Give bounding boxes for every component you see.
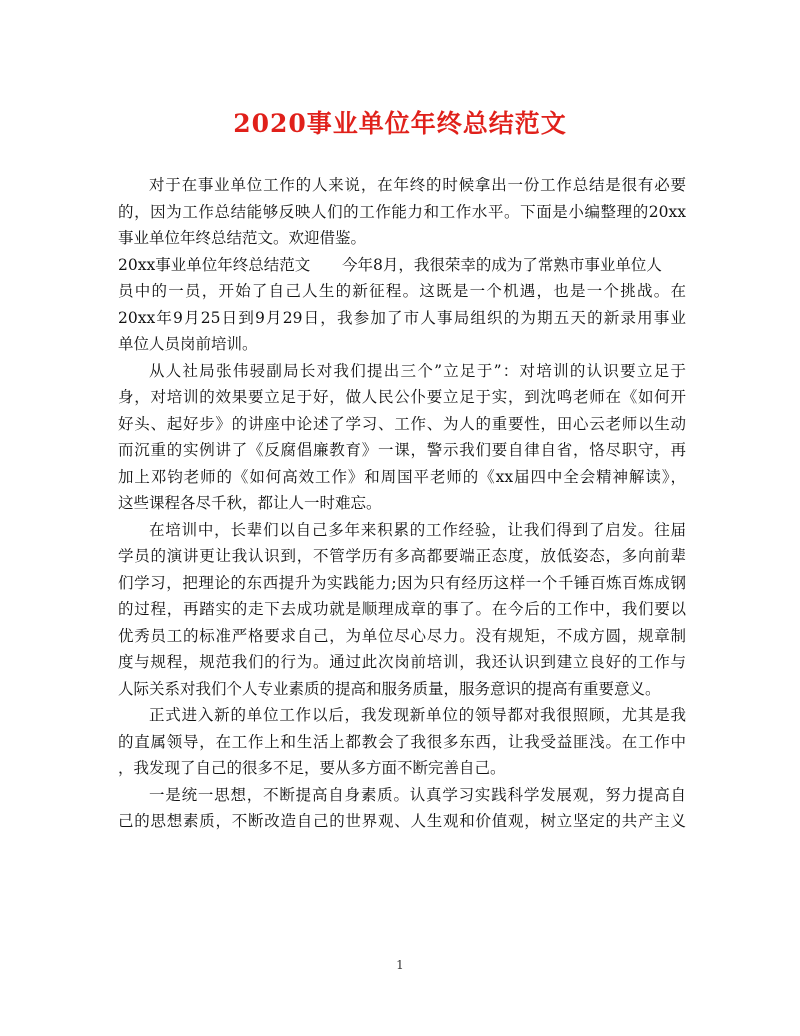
text-line: 好头、起好步》的讲座中论述了学习、工作、为人的重要性，田心云老师以生动 (118, 414, 686, 433)
text-line: 们学习，把理论的东西提升为实践能力;因为只有经历这样一个千锤百炼百炼成钢 (118, 573, 686, 592)
text-line: 20xx年9月25日到9月29日，我参加了市人事局组织的为期五天的新录用事业 (118, 308, 686, 327)
text-line: 这些课程各尽千秋，都让人一时难忘。 (118, 494, 382, 512)
text-line: 的，因为工作总结能够反映人们的工作能力和工作水平。下面是小编整理的20xx (118, 202, 686, 221)
document-body (118, 172, 686, 835)
text-line: 学员的演讲更让我认识到，不管学历有多高都要端正态度，放低姿态，多向前辈 (118, 547, 686, 565)
paragraph-4 (118, 702, 686, 782)
text-line: 而沉重的实例讲了《反腐倡廉教育》一课，警示我们要自律自省，恪尽职守，再 (118, 441, 686, 459)
text-line: 的过程，再踏实的走下去成功就是顺理成章的事了。在今后的工作中，我们要以 (118, 600, 686, 618)
text-line: 己的思想素质，不断改造自己的世界观、人生观和价值观，树立坚定的共产主义 (118, 812, 686, 830)
section-heading-label: 20xx事业单位年终总结范文 (118, 255, 311, 274)
text-line: 身，对培训的效果要立足于好，做人民公仆要立足于实，到沈鸣老师在《如何开 (118, 388, 686, 406)
text-line: 度与规程，规范我们的行为。通过此次岗前培训，我还认识到建立良好的工作与 (118, 653, 686, 671)
paragraph-section-heading (118, 252, 686, 358)
paragraph-3 (118, 517, 686, 703)
text-line: 的直属领导，在工作上和生活上都教会了我很多东西，让我受益匪浅。在工作中 (118, 732, 686, 751)
text-line: ，我发现了自己的很多不足，要从多方面不断完善自己。 (118, 759, 506, 777)
document-title: 2020事业单位年终总结范文 (233, 109, 567, 138)
text-line: 加上邓钧老师的《如何高效工作》和周国平老师的《xx届四中全会精神解读》， (118, 467, 686, 486)
text-line: 一是统一思想，不断提高自身素质。认真学习实践科学发展观，努力提高自 (149, 785, 686, 804)
text-line: 员中的一员，开始了自己人生的新征程。这既是一个机遇，也是一个挑战。在 (118, 282, 686, 300)
text-line: 对于在事业单位工作的人来说，在年终的时候拿出一份工作总结是很有必要 (149, 176, 686, 194)
text-line: 人际关系对我们个人专业素质的提高和服务质量，服务意识的提高有重要意义。 (118, 679, 661, 698)
text-line: 从人社局张伟骎副局长对我们提出三个”立足于”：对培训的认识要立足于 (149, 361, 686, 380)
page-number: 1 (396, 958, 404, 972)
section-heading-text: 今年8月，我很荣幸的成为了常熟市事业单位人 (342, 255, 662, 274)
text-line (118, 252, 686, 279)
paragraph-intro (118, 172, 686, 252)
text-line: 正式进入新的单位工作以后，我发现新单位的领导都对我很照顾，尤其是我 (149, 706, 686, 724)
text-line: 单位人员岗前培训。 (118, 335, 258, 353)
text-line: 在培训中，长辈们以自己多年来积累的工作经验，让我们得到了启发。往届 (149, 520, 686, 539)
text-line: 优秀员工的标准严格要求自己，为单位尽心尽力。没有规矩，不成方圆，规章制 (118, 626, 686, 645)
paragraph-5 (118, 782, 686, 835)
paragraph-2 (118, 358, 686, 517)
text-line: 事业单位年终总结范文。欢迎借鉴。 (118, 229, 367, 247)
